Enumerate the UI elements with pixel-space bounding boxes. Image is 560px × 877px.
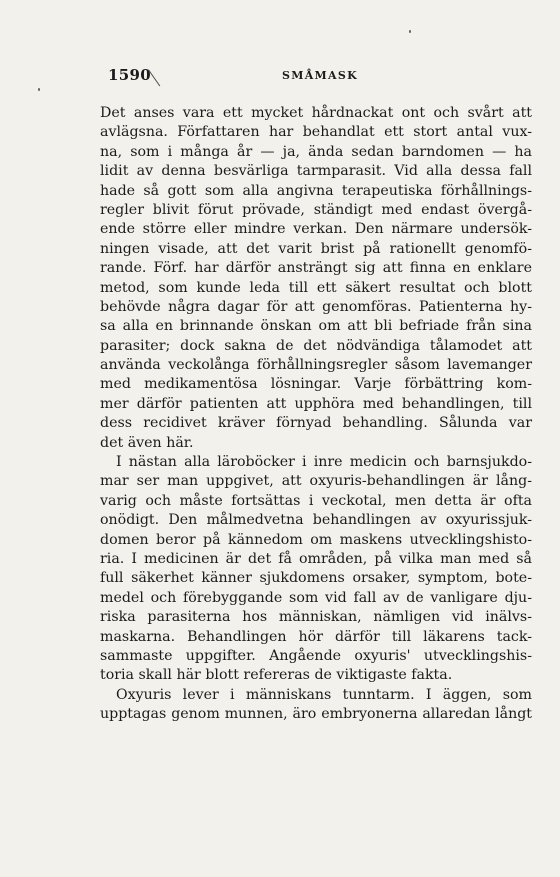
text-line: upptagas genom munnen, äro embryonerna allaredan långt xyxy=(100,706,532,723)
text-line: metod, som kunde leda till ett säkert resultat och blott xyxy=(100,279,532,296)
running-head: SMÅMASK xyxy=(282,69,358,82)
text-line: toria skall här blott refereras de viktigaste fakta. xyxy=(100,667,453,684)
text-line: I nästan alla läroböcker i inre medicin och barnsjukdo- xyxy=(116,454,532,471)
text-line: medel och förebyggande som vid fall av de vanligare dju- xyxy=(100,589,532,606)
body-text xyxy=(100,104,532,725)
text-line: varig och måste fortsättas i veckotal, men detta är ofta xyxy=(100,492,532,509)
text-line: ningen visade, att det varit brist på rationellt genomfö- xyxy=(100,240,532,257)
text-line: onödigt. Den målmedvetna behandlingen av oxyurissjuk- xyxy=(100,512,532,529)
text-line: parasiter; dock sakna de det nödvändiga tålamodet att xyxy=(100,337,532,354)
text-line: regler blivit förut prövade, ständigt med endast övergå- xyxy=(100,201,532,218)
text-line: det även här. xyxy=(100,434,194,451)
text-line: sa alla en brinnande önskan om att bli befriade från sina xyxy=(100,318,532,335)
text-line: dess recidivet kräver förnyad behandling. Sålunda var xyxy=(100,415,532,432)
text-line: Det anses vara ett mycket hårdnackat ont och svårt att xyxy=(100,105,532,121)
text-line: använda veckolånga förhållningsregler såsom lavemanger xyxy=(100,357,532,374)
text-line: domen beror på kännedom om maskens utvecklingshisto- xyxy=(100,531,532,548)
text-line: mer därför patienten att upphöra med behandlingen, till xyxy=(100,395,532,412)
stray-dot xyxy=(409,30,411,33)
page-number: 1590 xyxy=(108,66,151,84)
text-line: riska parasiterna hos människan, nämligen vid inälvs- xyxy=(100,609,532,626)
text-line: avlägsna. Författaren har behandlat ett stort antal vux- xyxy=(100,124,532,141)
text-line: na, som i många år — ja, ända sedan barndomen — ha xyxy=(100,143,532,160)
text-line: hade så gott som alla angivna terapeutiska förhållnings- xyxy=(100,182,532,199)
text-line: lidit av denna besvärliga tarmparasit. Vid alla dessa fall xyxy=(100,163,532,180)
text-line: sammaste uppgifter. Angående oxyuris' utvecklingshis- xyxy=(100,647,532,664)
text-line: rande. Förf. har därför ansträngt sig att finna en enklare xyxy=(100,260,532,277)
text-line: Oxyuris lever i människans tunntarm. I äggen, som xyxy=(116,686,532,703)
text-line: med medikamentösa lösningar. Varje förbättring kom- xyxy=(100,376,532,393)
text-line: full säkerhet känner sjukdomens orsaker, symptom, bote- xyxy=(100,570,532,587)
text-line: ende större eller mindre verkan. Den närmare undersök- xyxy=(100,221,532,238)
text-line: mar ser man uppgivet, att oxyuris-behandlingen är lång- xyxy=(100,473,532,490)
text-line: behövde några dagar för att genomföras. Patienterna hy- xyxy=(100,298,532,315)
text-line: maskarna. Behandlingen hör därför till läkarens tack- xyxy=(100,628,532,645)
stray-dot xyxy=(38,88,40,91)
text-line: ria. I medicinen är det få områden, på vilka man med så xyxy=(100,550,532,567)
